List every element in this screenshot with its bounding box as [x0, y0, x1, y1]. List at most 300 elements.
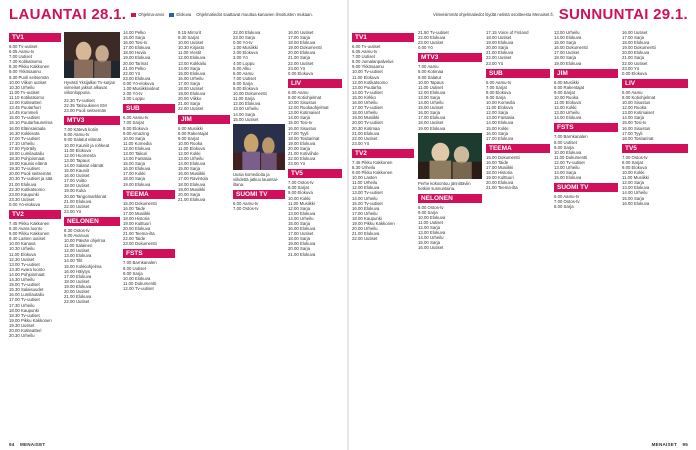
program-entry: 10.00 Ruoka	[178, 140, 203, 146]
program-entry: 21.00 Elokuva	[64, 294, 92, 300]
program-entry: 14.00 Sarja	[554, 170, 576, 176]
program-entry: 7.00 Barnkanalen	[123, 260, 157, 266]
program-entry: 6.00 Tv-uutiset	[352, 44, 381, 49]
program-entry: 16.00 Sisustus	[622, 125, 651, 131]
program-entry: 7.00 Ostos-tv	[233, 205, 259, 211]
right-column-4	[554, 30, 618, 435]
program-entry: 17.30 Urheilu	[9, 302, 35, 308]
channel-header: TV5	[622, 144, 688, 153]
program-entry: 16.00 Musiikki	[178, 171, 206, 177]
program-entry: 19.00 Elokuva	[123, 55, 151, 61]
program-entry: 19.00 Kaunis elämä	[9, 161, 47, 167]
program-entry: 21.00 Elokuva	[9, 181, 37, 187]
program-entry: 19.00 Elokuva	[554, 60, 582, 66]
program-entry: 10.00 Kokki	[288, 195, 311, 201]
program-entry: 10.00 Kanava	[9, 241, 36, 247]
program-entry: 8.00 Uutiset	[554, 139, 577, 145]
program-entry: 9.30 Puoli seitsemän	[9, 74, 49, 80]
program-entry: 19.00 Elokuva	[64, 283, 92, 289]
program-entry: 17.00 Tv-uutiset	[9, 297, 40, 303]
program-entry: 14.00 Elokuva	[178, 161, 206, 167]
photo-caption: Hyvästi Yksijalka! Tv-sarjan viimeiset jaksot alkavat viikonloppuna.	[64, 80, 116, 95]
program-entry: 13.00 Urheilu	[233, 106, 259, 112]
program-entry: 14.00 Pelko	[123, 30, 146, 35]
program-entry: 19.00 Dokumentti	[288, 45, 322, 51]
program-entry: 22.00 Uutiset	[486, 55, 512, 61]
right-page	[348, 0, 696, 450]
program-entry: 10.00 Lasten	[352, 175, 377, 181]
program-entry: 16.00 Taide	[123, 205, 146, 211]
program-entry: 0.00 Yö-elokuva	[9, 201, 40, 207]
program-entry: 17.00 Sarja	[622, 35, 644, 41]
program-entry: 22.30 Kotikatsomo	[9, 186, 45, 192]
channel-header: MTV3	[418, 53, 482, 62]
program-entry: 3.00 Loppu	[123, 96, 145, 102]
left-column-6	[288, 30, 342, 435]
program-entry: 9.00 Elokuva	[622, 164, 647, 170]
program-entry: 21.00 Elokuva	[352, 130, 380, 136]
program-entry: 9.30 Sarjat	[178, 35, 199, 41]
program-entry: 20.00 Kotiteatteri	[9, 327, 42, 333]
program-entry: 8.30 Ostos-tv	[64, 227, 90, 233]
program-entry: 14.00 Urheilu	[288, 215, 314, 221]
program-entry: 19.00 Dokumentti	[622, 45, 656, 51]
program-entry: 3.00 Yö	[233, 55, 248, 61]
left-column-1	[9, 30, 61, 435]
program-entry: 8.30 Pikku Kakkonen	[9, 64, 50, 70]
program-entry: 6.00 Musiikki	[554, 79, 579, 85]
program-entry: 17.00 Tv-uutiset	[9, 135, 40, 141]
program-entry: 13.00 Urheilu	[178, 156, 204, 162]
program-entry: 13.30 Avara luonto	[9, 266, 45, 272]
program-entry: 14.00 Sarja	[233, 111, 255, 117]
program-entry: 9.00 Salatut elämät	[64, 137, 102, 143]
program-entry: 23.30 Uutiset	[9, 196, 35, 202]
program-entry: 5.00 Alku	[233, 65, 251, 71]
program-entry: 12.00 Kokki	[554, 105, 577, 111]
photo-caption: Uusia komedioita ja viihdettä jatkuu lauantai-iltana.	[233, 171, 279, 187]
legend-movie-label: Elokuva	[176, 12, 192, 17]
program-entry: 23.00 Yö	[64, 208, 82, 214]
program-entry: 22.00 Taide	[123, 236, 146, 242]
program-entry: 21.00 Teema-ilta	[123, 231, 155, 237]
channel-header: TV2	[352, 149, 414, 158]
program-entry: 19.00 Musiikki	[178, 186, 206, 192]
program-entry: 14.00 Urheilu	[418, 235, 444, 241]
program-entry: 14.00 Sarja	[178, 65, 200, 71]
program-entry: 11.00 Elokuva	[352, 74, 379, 80]
program-entry: 11.00 Uutiset	[418, 219, 444, 225]
program-entry: 22.00 Elokuva	[233, 30, 261, 35]
program-entry: 11.00 Elokuva	[486, 105, 513, 111]
program-entry: 8.00 Sarjat	[622, 159, 643, 165]
program-entry: 22.00 Uutiset	[64, 299, 90, 305]
program-entry: 0.00 Yö	[418, 45, 433, 51]
program-entry: 7.00 Kätevä kotiin	[64, 127, 99, 133]
program-entry: 10.00 Komedia	[486, 100, 515, 106]
program-entry: 19.00 Kulttuuri	[486, 175, 514, 181]
program-entry: 13.00 Puutarha	[352, 84, 382, 90]
program-entry: 15.00 Kirkko	[352, 94, 376, 100]
program-entry: 16.00 Sisustus	[288, 125, 317, 131]
right-day-title: SUNNUNTAI 29.1.	[558, 6, 688, 23]
program-entry: 10.00 Kokki	[622, 170, 645, 176]
program-entry: 16.30 Kokkisota	[9, 130, 40, 136]
program-entry: 6.00 Aamu	[233, 70, 254, 76]
program-entry: 20.00 Tv-uutiset	[352, 120, 383, 126]
program-entry: 11.00 Komedia	[123, 140, 152, 146]
program-entry: 8.30 Urheilu	[352, 164, 376, 170]
channel-header: TV1	[352, 33, 414, 42]
program-entry: 7.00 Sarjat	[123, 120, 144, 126]
program-entry: 11.10 Kotikatsomo	[9, 94, 45, 100]
program-entry: 14.00 Sarja	[622, 115, 644, 121]
program-entry: 18.00 Uutiset	[418, 120, 444, 126]
channel-header: FSTS	[554, 123, 618, 132]
program-entry: 19.00 Pikku Kakkonen	[9, 317, 52, 323]
program-entry: 19.00 Elokuva	[288, 241, 316, 247]
program-entry: 15.00 Sarja	[554, 40, 576, 46]
program-entry: 23.00 Yö	[288, 161, 306, 167]
program-entry: 2.00 Elokuva	[233, 50, 258, 56]
program-entry: 21.50 Tv-uutiset	[418, 30, 449, 35]
program-entry: 0.00 Elokuva	[622, 70, 647, 76]
program-entry: 12.00 Kotikatsomo	[352, 79, 388, 85]
right-column-1	[352, 30, 414, 435]
program-entry: 8.00 Aamu-tv	[64, 132, 90, 138]
program-entry: 20.00 Tarinat	[123, 60, 148, 66]
program-entry: 10.00 Tv-uutiset	[352, 69, 383, 75]
program-entry: 11.00 Salainen	[64, 243, 93, 249]
program-entry: 11.00 Dokumentti	[554, 154, 588, 160]
program-entry: 15.00 Tosi-tv	[622, 120, 647, 126]
program-entry: 11.00 Musiikki	[622, 175, 649, 181]
left-page-number: 94	[9, 442, 15, 447]
program-entry: 21.00 Teema-ilta	[486, 185, 518, 191]
program-entry: 10.00 Sarja	[123, 135, 145, 141]
program-entry: 18.00 Kaupunki	[352, 215, 382, 221]
program-entry: 21.00 Elokuva	[288, 251, 316, 257]
program-entry: 16.00 Lumilautailu	[9, 292, 44, 298]
channel-header: SUOMI TV	[554, 183, 618, 192]
program-entry: 20.00 Tangomarkkinat	[64, 193, 107, 199]
program-entry: 17.00 Urheilu	[352, 210, 378, 216]
program-entry: 12.00 Kotiteatteri	[9, 100, 42, 106]
channel-header: TEEMA	[123, 190, 175, 199]
program-entry: 17.00 Tyyli	[288, 130, 309, 136]
program-entry: 13.00 Tv-uutiset	[352, 190, 383, 196]
program-entry: 15.00 Sarja	[288, 221, 310, 226]
program-entry: 1.00 Musiikkivideot	[123, 86, 160, 92]
program-entry: 13.00 Tapaus	[64, 157, 90, 163]
program-entry: 18.00 Historia	[486, 170, 513, 176]
program-entry: 16.00 Sarja	[486, 130, 508, 136]
program-entry: 14.00 Sarja	[288, 115, 310, 121]
program-entry: 10.00 Ruoka	[554, 94, 579, 100]
program-entry: 17.15 Voice of Finland	[486, 30, 529, 35]
program-entry: 12.00 Huomenta	[64, 152, 96, 158]
program-entry: 15.00 Tv-uutiset	[9, 282, 40, 288]
program-entry: 20.30 Urheilu	[9, 333, 35, 339]
program-entry: 22.00 Uutiset	[178, 106, 204, 112]
program-entry: 8.00 Kotiohjelmat	[288, 94, 322, 100]
program-entry: 18.00 Sarja	[554, 55, 576, 61]
program-entry: 23.00 Uutiset	[418, 40, 444, 46]
legend-rating	[131, 12, 164, 17]
program-entry: 18.00 Elokuva	[622, 40, 650, 46]
program-entry: 23.00 Dokumentti	[123, 241, 157, 247]
program-entry: 10.00 Elokuva	[418, 214, 446, 220]
program-entry: 10.00 Tapaus	[418, 79, 444, 85]
program-entry: 14.00 Tilit	[64, 258, 83, 264]
program-entry: 21.00 Kotiviihde	[288, 150, 319, 156]
program-entry: 23.00 Yö	[622, 65, 640, 71]
program-entry: 17.00 Sarja	[178, 80, 200, 86]
program-entry: 14.00 Urheilu	[622, 190, 648, 196]
program-entry: 13.00 Sarja	[418, 94, 440, 100]
program-entry: 17.10 Urheilu	[9, 140, 35, 146]
program-entry: 23.00 Puoli seitsemän	[64, 108, 107, 114]
program-entry: 21.00 Pelko	[123, 65, 146, 71]
program-entry: 8.00 Sarja	[554, 204, 574, 210]
program-entry: 17.00 Voitto	[64, 178, 87, 184]
program-entry: 20.00 Sarja	[288, 145, 310, 151]
program-entry: 16.00 Uutiset	[64, 173, 90, 179]
channel-header: SUOMI TV	[233, 190, 285, 199]
program-entry: 14.30 Urheilu	[9, 277, 35, 283]
program-entry: 7.00 Uutiset	[352, 54, 375, 60]
program-entry: 21.00 Elokuva	[486, 50, 514, 56]
program-entry: 9.00 Sarja	[123, 270, 143, 276]
program-entry: 22.00 Uutiset	[288, 60, 314, 66]
program-entry: 23.00 Yö	[486, 60, 504, 66]
program-entry: 7.00 Uutiset	[9, 54, 32, 60]
program-entry: 12.00 Elokuva	[233, 101, 261, 107]
program-entry: 22.00 Uutiset	[64, 203, 90, 209]
program-entry: 11.00 Tv-uutiset	[9, 89, 40, 95]
photo-caption: Perhe kokoontuu jännittäviin hetkiin sunnuntaina.	[418, 180, 471, 191]
program-entry: 8.00 Sarja	[233, 80, 253, 86]
program-entry: 20.00 Uutiset	[64, 289, 90, 294]
channel-header: TV5	[288, 169, 342, 178]
program-entry: 13.00 Elokuva	[64, 253, 92, 259]
program-entry: 6.00 Musiikki	[178, 125, 203, 131]
right-page-header	[352, 6, 688, 23]
program-entry: 6.00 Aamu-tv	[233, 200, 259, 206]
program-entry: 18.00 Sarja	[123, 176, 145, 182]
program-entry: 7.00 Uutiset	[233, 75, 256, 81]
program-entry: 6.00 Aamu-tv	[486, 79, 512, 85]
program-entry: 1.00 Musiikki	[233, 45, 258, 51]
channel-header: TV2	[9, 210, 61, 219]
program-entry: 21.00 Elokuva	[178, 196, 206, 202]
program-entry: 0.00 Yö-elokuva	[123, 80, 154, 86]
program-entry: 16.00 Taide	[486, 159, 509, 165]
program-entry: 9.00 Sarja	[554, 144, 574, 150]
program-entry: 18.00 Uutiset	[178, 86, 204, 92]
program-entry: 15.00 Tv-uutiset	[352, 200, 383, 206]
program-entry: 19.00 Pikku Kakkonen	[352, 221, 395, 226]
program-entry: 21.00 Sarja	[178, 101, 200, 107]
program-entry: 9.40 Lasten uutiset	[9, 236, 46, 242]
program-entry: 20.00 Viikko	[178, 96, 202, 102]
program-entry: 15.00 Elokuva	[178, 70, 206, 76]
program-entry: 20.30 Kotimaa	[352, 125, 380, 131]
right-column-3	[486, 30, 550, 435]
program-entry: 23.00 Yö	[352, 140, 370, 146]
program-entry: 15.10 Puutarhaunelma	[9, 120, 53, 126]
program-entry: 16.00 Elokuva	[288, 226, 316, 232]
program-entry: 23.00 Kaupunki	[9, 191, 39, 197]
program-entry: 21.00 Sarja	[622, 55, 644, 61]
program-entry: 20.00 Sarja	[486, 45, 508, 51]
program-entry: 8.00 Elokuva	[123, 125, 148, 131]
program-entry: 19.00 Elokuva	[486, 40, 514, 46]
program-entry: 14.00 Urheilu	[418, 100, 444, 106]
program-entry: 12.00 Uutiset	[64, 248, 90, 254]
program-entry: 22.00 Uutiset	[352, 236, 378, 242]
program-entry: 6.00 Aamu	[622, 89, 643, 95]
program-entry: 9.00 Elokuva	[288, 190, 313, 196]
program-entry: 9.15 Mirrorit	[178, 30, 201, 35]
program-entry: 10.00 Uutiset	[178, 40, 204, 46]
channel-header: FSTS	[123, 249, 175, 258]
program-entry: 18.00 Elokuva	[178, 181, 206, 187]
program-entry: 12.00 Ruokaohjelmat	[288, 105, 329, 111]
program-entry: 17.00 Elokuva	[64, 273, 92, 279]
program-entry: 11.00 Sarja	[233, 96, 255, 102]
program-entry: 10.00 Kauniit ja rohkeat	[64, 142, 110, 148]
legend-movie	[169, 12, 191, 17]
channel-header: TEEMA	[486, 144, 550, 153]
left-column-4	[178, 30, 230, 435]
program-entry: 15.00 Dokumentti	[486, 154, 520, 160]
program-entry: 18.00 Huvia	[123, 50, 146, 56]
program-entry: 13.00 Kotimaiset	[288, 110, 321, 116]
program-entry: 9.00 Pikku Kakkonen	[9, 231, 50, 237]
program-entry: 18.00 Tositarinat	[622, 135, 654, 141]
program-entry: 6.05 Aamu-tv	[9, 49, 35, 55]
program-entry: 9.00 Ykkösaamu	[352, 64, 384, 70]
program-entry: 9.00 Avaruus	[64, 232, 90, 238]
program-entry: 15.00 Tosi-tv	[288, 120, 313, 126]
program-entry: 7.00 Ostos-tv	[622, 154, 648, 160]
program-entry: 16.00 Uutiset	[418, 245, 444, 251]
program-entry: 12.00 Kokki	[178, 150, 201, 156]
program-entry: 10.30 Urheilu	[9, 84, 35, 90]
program-entry: 17.00 Ravintola	[178, 176, 208, 182]
program-entry: 17.00 Uutiset	[554, 50, 580, 56]
program-entry: 17.00 Musiikki	[123, 210, 151, 216]
program-entry: 10.30 Urheilu	[9, 246, 35, 252]
program-entry: 15.00 Sarja	[123, 35, 145, 41]
program-entry: 13.00 Elokuva	[622, 185, 650, 191]
left-footer-brand: MENAISET	[20, 442, 46, 447]
program-entry: 6.05 Aamu-tv	[352, 49, 378, 55]
program-entry: 17.50 Pyöräily	[9, 145, 37, 151]
program-entry: 20.00 Urheilu	[352, 226, 378, 232]
program-entry: 20.00 Elokuva	[486, 180, 514, 186]
program-entry: 8.00 Kotiohjelmat	[622, 94, 656, 100]
program-entry: 15.00 Uutiset	[233, 116, 259, 122]
program-entry: 10.00 Dokumentti	[233, 91, 267, 97]
program-entry: 14.00 Elokuva	[554, 115, 582, 121]
right-footer-brand: MENAISET	[651, 442, 677, 447]
program-entry: 14.00 Tv-uutiset	[352, 89, 383, 95]
program-entry: 6.00 Aamu-tv	[554, 194, 580, 200]
program-entry: 22.35 Tatiruukinen EM	[64, 103, 107, 109]
right-footer	[652, 442, 688, 447]
program-entry: 12.00 Elokuva	[418, 89, 446, 95]
program-entry: 9.00 Sarjat	[178, 135, 199, 141]
program-entry: 22.30 Tv-uutiset	[64, 98, 95, 103]
program-entry: 14.00 Elokuva	[486, 120, 514, 126]
program-entry: 19.00 Elokuva	[288, 140, 316, 146]
program-entry: 16.00 Uutiset	[622, 30, 648, 35]
program-entry: 8.30 Avara luonto	[9, 226, 43, 232]
program-entry: 0.00 Elokuva	[288, 70, 313, 76]
program-entry: 18.30 Tv-uutiset	[9, 312, 40, 318]
program-entry: 11.00 Elokuva	[64, 147, 91, 153]
program-entry: 20.00 Puoli seitsemän	[9, 171, 52, 177]
program-entry: 15.00 Kokki	[486, 125, 509, 131]
program-entry: 15.00 Sarja	[178, 166, 200, 172]
program-entry: 6.00 Aamu	[288, 89, 309, 95]
program-entry: 11.00 Uutiset	[418, 84, 444, 90]
program-entry: 14.45 Kummeli	[9, 110, 38, 116]
program-entry: 16.00 Elokuva	[123, 166, 151, 172]
program-entry: 17.00 Elokuva	[123, 45, 151, 51]
program-entry: 18.00 Tositarinat	[288, 135, 320, 141]
movie-marker-icon	[169, 13, 174, 17]
program-entry: 7.00 Barnkanalen	[554, 134, 588, 140]
program-entry: 16.00 Hälytys	[64, 268, 91, 274]
program-entry: 13.00 Elokuva	[418, 230, 446, 236]
left-footer	[9, 442, 45, 447]
right-page-number: 95	[682, 442, 688, 447]
program-entry: 16.00 Elokuva	[352, 205, 380, 211]
program-entry: 9.00 Amazing	[123, 130, 150, 136]
channel-header: LIV	[288, 79, 342, 88]
program-entry: 8.00 Ostos-tv	[418, 204, 444, 210]
program-entry: 16.00 Elokuva	[622, 200, 650, 206]
channel-header: LIV	[622, 79, 688, 88]
program-entry: 23.00 Yö	[288, 65, 306, 71]
program-entry: 21.00 Elokuva	[64, 198, 92, 204]
right-column-5	[622, 30, 688, 435]
program-entry: 15.00 Sarja	[418, 240, 440, 246]
program-entry: 15.00 Uutiset	[418, 105, 444, 111]
program-entry: 19.00 Musiikki	[352, 115, 380, 121]
program-entry: 12.00 Sarja	[288, 205, 310, 211]
program-entry: 9.00 Ykkösaamu	[9, 69, 41, 75]
program-entry: 22.00 Yö	[123, 70, 141, 76]
program-entry: 12.00 Sarja	[486, 110, 508, 116]
program-entry: 9.00 Salatut	[418, 74, 441, 80]
program-entry: 17.00 Tv-uutiset	[352, 105, 383, 111]
program-entry: 17.00 Elokuva	[486, 135, 514, 141]
program-entry: 16.00 Urheilu	[178, 75, 204, 81]
program-entry: 16.00 Urheilu	[352, 100, 378, 106]
program-entry: 13.00 Fantasia	[486, 115, 515, 121]
program-entry: 17.00 Kokki	[123, 171, 146, 177]
promo-photo	[64, 32, 120, 78]
program-entry: 6.00 Tv-uutiset	[9, 44, 38, 49]
program-entry: 11.00 Dokumentti	[123, 280, 157, 286]
program-entry: 16.00 Sarja	[418, 110, 440, 116]
left-column-5	[233, 30, 285, 435]
program-entry: 12.00 Sarja	[622, 180, 644, 186]
